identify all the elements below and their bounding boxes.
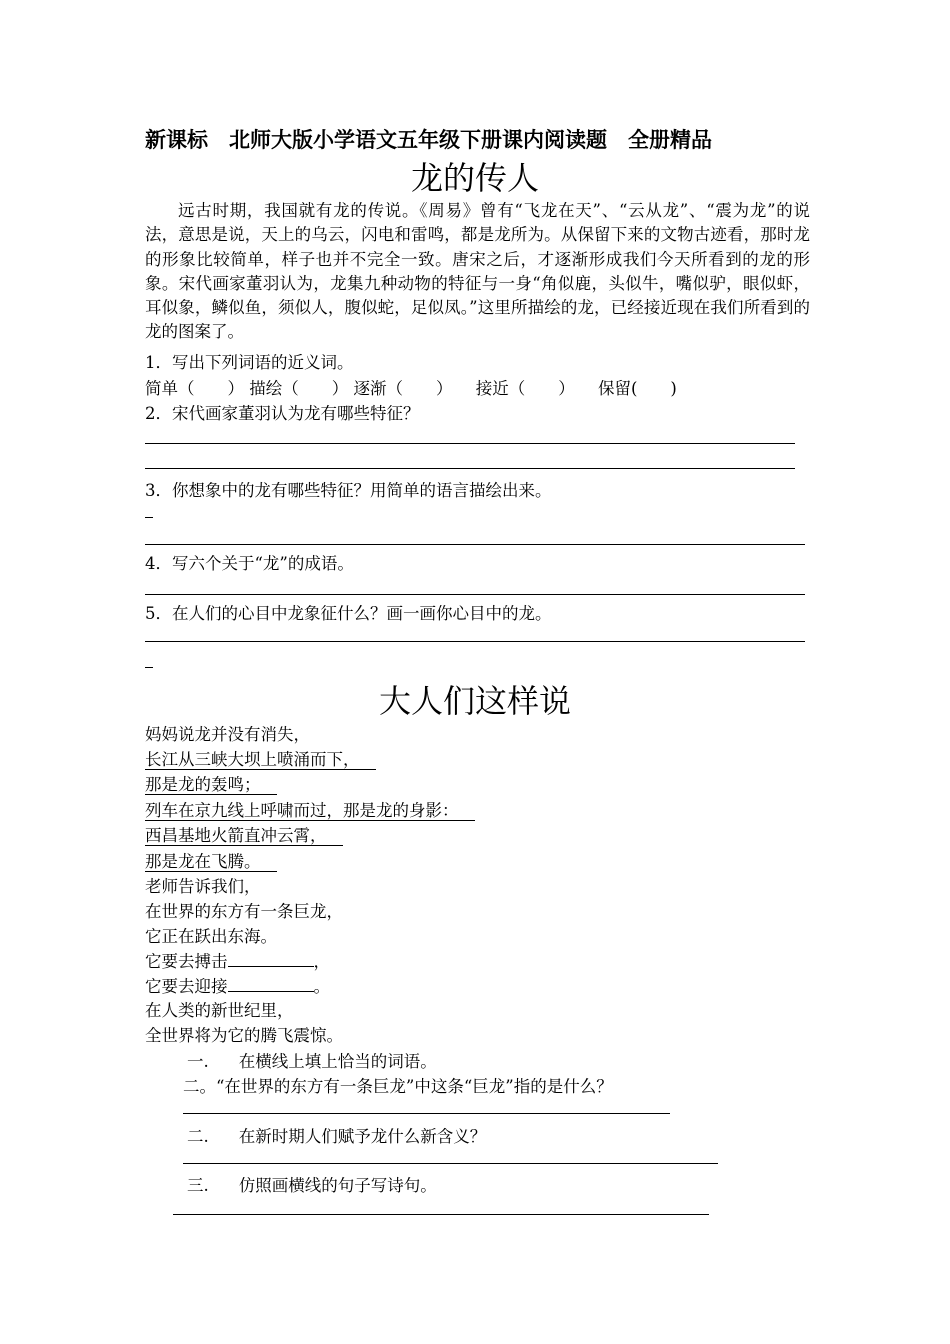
question-1-items	[145, 375, 677, 399]
passage	[145, 199, 810, 345]
poem-line: 在世界的东方有一条巨龙，	[145, 902, 343, 921]
poem-line: 它正在跃出东海。	[145, 927, 277, 946]
section2-title: 大人们这样说	[378, 682, 571, 720]
answer-line-stub	[145, 667, 153, 668]
fill-blank[interactable]	[228, 977, 314, 992]
answer-line	[145, 594, 805, 595]
poem-line: 全世界将为它的腾飞震惊。	[145, 1026, 343, 1045]
poem-line-with-blank: 它要去搏击 ，	[145, 952, 330, 971]
section2-question: 二。“在世界的东方有一条巨龙”中这条“巨龙”指的是什么？	[183, 1077, 613, 1096]
question-5: 5．在人们的心目中龙象征什么？画一画你心目中的龙。	[145, 604, 552, 623]
question-2: 2．宋代画家董羽认为龙有哪些特征？	[145, 404, 420, 423]
poem-line-with-blank: 它要去迎接 。	[145, 977, 330, 996]
synonym-item: 描绘（ ）	[249, 379, 349, 398]
question-3: 3．你想象中的龙有哪些特征？用简单的语言描绘出来。	[145, 481, 552, 500]
answer-line	[173, 1214, 709, 1215]
section2-question: 一. 在横线上填上恰当的词语。	[187, 1052, 437, 1071]
answer-line	[183, 1163, 718, 1164]
answer-line-stub	[145, 517, 153, 518]
answer-line	[145, 641, 805, 642]
fill-blank[interactable]	[228, 952, 314, 967]
poem-line-underlined: 长江从三峡大坝上喷涌而下，	[145, 746, 376, 770]
poem-line: 老师告诉我们，	[145, 877, 261, 896]
poem-line-underlined: 西昌基地火箭直冲云霄，	[145, 822, 343, 846]
passage-text: 远古时期，我国就有龙的传说。《周易》曾有“飞龙在天”、“云从龙”、“震为龙”的说法，意思是说，天上的乌云，闪电和雷鸣，都是龙所为。从保留下来的文物古迹看，那时龙的形象比较简单，样子也并不完全一致。唐宋之后，才逐渐形成我们今天所看到的龙的形象。宋代画家董羽认为，龙集九种动物的特征与一身“角似鹿，头似牛，嘴似驴，眼似虾，耳似象，鳞似鱼，须似人，腹似蛇，足似凤。”这里所描绘的龙，已经接近现在我们所看到的龙的图案了。	[145, 201, 810, 342]
synonym-item: 逐渐（ ）	[353, 379, 453, 398]
poem-line-underlined: 列车在京九线上呼啸而过，那是龙的身影：	[145, 797, 475, 821]
question-1: 1．写出下列词语的近义词。	[145, 353, 354, 372]
poem-line: 在人类的新世纪里，	[145, 1001, 294, 1020]
document-header: 新课标 北师大版小学语文五年级下册课内阅读题 全册精品	[145, 128, 712, 152]
answer-line	[183, 1113, 670, 1114]
poem-line: 妈妈说龙并没有消失，	[145, 725, 310, 744]
answer-line	[145, 544, 805, 545]
answer-line	[145, 443, 795, 444]
synonym-item: 保留( )	[598, 379, 677, 398]
synonym-item: 接近（ ）	[475, 379, 575, 398]
synonym-item: 简单（ ）	[145, 379, 244, 398]
section2-question: 二. 在新时期人们赋予龙什么新含义？	[187, 1127, 487, 1146]
poem-line-underlined: 那是龙在飞腾。	[145, 848, 277, 872]
section1-title: 龙的传人	[410, 159, 539, 197]
poem-line-underlined: 那是龙的轰鸣；	[145, 771, 277, 795]
answer-line	[145, 468, 795, 469]
section2-question: 三. 仿照画横线的句子写诗句。	[187, 1176, 437, 1195]
question-4: 4．写六个关于“龙”的成语。	[145, 554, 354, 573]
